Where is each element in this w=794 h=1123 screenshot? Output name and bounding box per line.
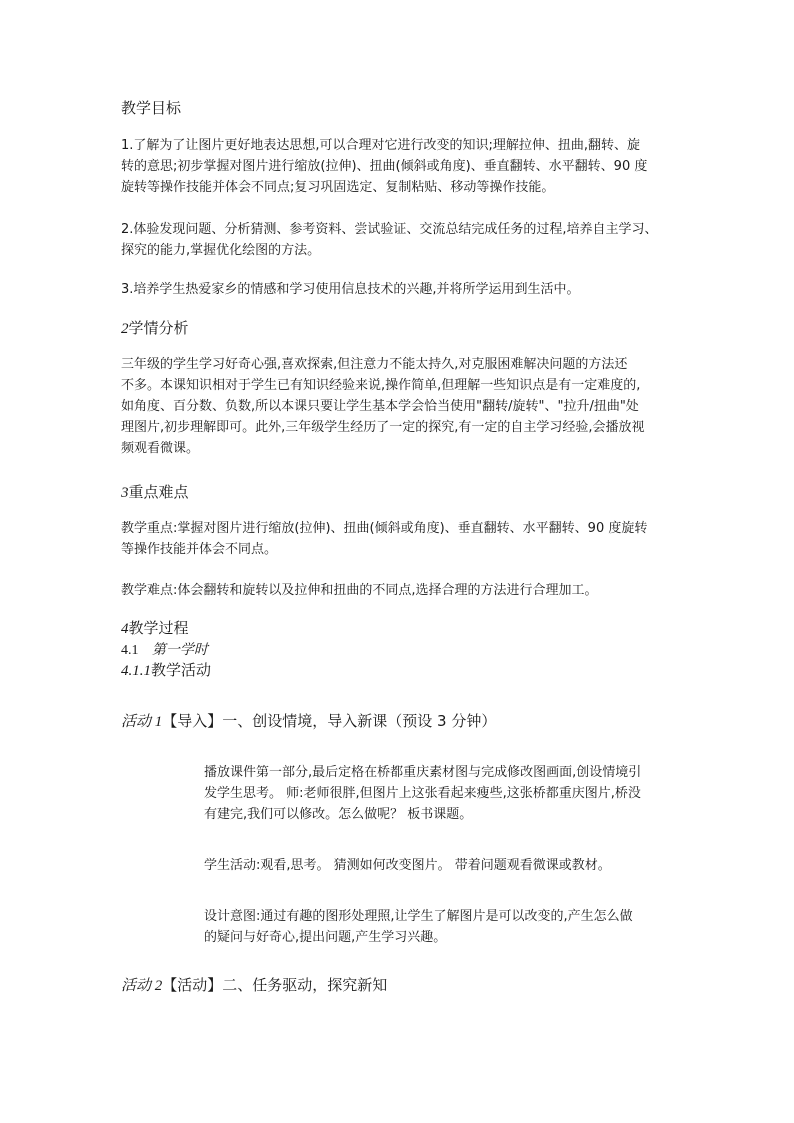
text-line: 转的意思;初步掌握对图片进行缩放(拉伸)、扭曲(倾斜或角度)、垂直翻转、水平翻转、90 度 [121, 159, 648, 174]
activity-prefix: 活动 2 [121, 978, 163, 994]
text-line: 等操作技能并体会不同点。 [121, 542, 278, 557]
goal-1-paragraph [121, 135, 647, 198]
heading-teaching-goals [121, 98, 181, 118]
text-line: 播放课件第一部分,最后定格在桥都重庆素材图与完成修改图画面,创设情境引 [204, 765, 642, 780]
heading-number: 2 [121, 321, 129, 337]
difficulty-paragraph [121, 580, 598, 601]
activity-prefix: 活动 1 [121, 714, 163, 730]
activity-1-student-activity [204, 855, 611, 876]
text-line: 三年级的学生学习好奇心强,喜欢探索,但注意力不能太持久,对克服困难解决问题的方法还 [121, 357, 628, 372]
subheading-number: 4.1 [121, 643, 139, 658]
subheading-number: 4.1.1 [121, 663, 151, 679]
text-line: 的疑问与好奇心,提出问题,产生学习兴趣。 [204, 930, 447, 945]
activity-1-design-intent [204, 906, 633, 948]
text-line: 探究的能力,掌握优化绘图的方法。 [121, 243, 321, 258]
heading-text: 教学目标 [121, 99, 182, 117]
text-line: 教学重点:掌握对图片进行缩放(拉伸)、扭曲(倾斜或角度)、垂直翻转、水平翻转、90 度旋转 [121, 521, 648, 536]
activity-title: 一、创设情境，导入新课（预设 3 分钟） [222, 712, 497, 730]
goal-3-paragraph [121, 279, 580, 300]
subheading-first-lesson [121, 640, 208, 661]
activity-tag: 【导入】 [162, 712, 223, 730]
text-line: 设计意图:通过有趣的图形处理照,让学生了解图片是可以改变的,产生怎么做 [204, 909, 633, 924]
heading-number: 3 [121, 485, 129, 501]
heading-student-analysis [121, 318, 189, 339]
heading-number: 4 [121, 621, 129, 637]
heading-key-difficulties [121, 482, 189, 503]
activity-1-description [204, 762, 641, 825]
text-line: 旋转等操作技能并体会不同点;复习巩固选定、复制粘贴、移动等操作技能。 [121, 180, 555, 195]
text-line: 发学生思考。 师:老师很胖,但图片上这张看起来瘦些,这张桥都重庆图片,桥没 [204, 786, 641, 801]
activity-tag: 【活动】 [162, 976, 223, 994]
activity-1-heading [121, 711, 496, 732]
subheading-text: 教学活动 [151, 661, 212, 679]
text-line: 教学难点:体会翻转和旋转以及拉伸和扭曲的不同点,选择合理的方法进行合理加工。 [121, 583, 598, 598]
activity-title: 二、任务驱动，探究新知 [222, 976, 388, 994]
heading-text: 学情分析 [128, 319, 189, 337]
text-line: 学生活动:观看,思考。 猜测如何改变图片。 带着问题观看微课或教材。 [204, 858, 611, 873]
text-line: 频观看微课。 [121, 441, 200, 456]
subheading-text: 第一学时 [151, 642, 208, 658]
text-line: 3.培养学生热爱家乡的情感和学习使用信息技术的兴趣,并将所学运用到生活中。 [121, 282, 580, 297]
text-line: 不多。本课知识相对于学生已有知识经验来说,操作简单,但理解一些知识点是有一定难度的, [121, 378, 641, 393]
text-line: 1.了解为了让图片更好地表达思想,可以合理对它进行改变的知识;理解拉伸、扭曲,翻转、旋 [121, 138, 641, 153]
activity-2-heading [121, 975, 387, 996]
heading-teaching-process [121, 618, 189, 639]
text-line: 2.体验发现问题、分析猜测、参考资料、尝试验证、交流总结完成任务的过程,培养自主学习、 [121, 222, 658, 237]
key-point-paragraph [121, 518, 647, 560]
text-line: 理图片,初步理解即可。此外,三年级学生经历了一定的探究,有一定的自主学习经验,会播放视 [121, 420, 645, 435]
text-line: 有建完,我们可以修改。怎么做呢？ 板书课题。 [204, 807, 473, 822]
text-line: 如角度、百分数、负数,所以本课只要让学生基本学会恰当使用"翻转/旋转"、"拉升/扭曲"处 [121, 399, 639, 414]
goal-2-paragraph [121, 219, 658, 261]
heading-text: 教学过程 [128, 619, 189, 637]
heading-text: 重点难点 [128, 483, 189, 501]
student-analysis-paragraph [121, 354, 645, 459]
subheading-teaching-activity [121, 660, 211, 681]
